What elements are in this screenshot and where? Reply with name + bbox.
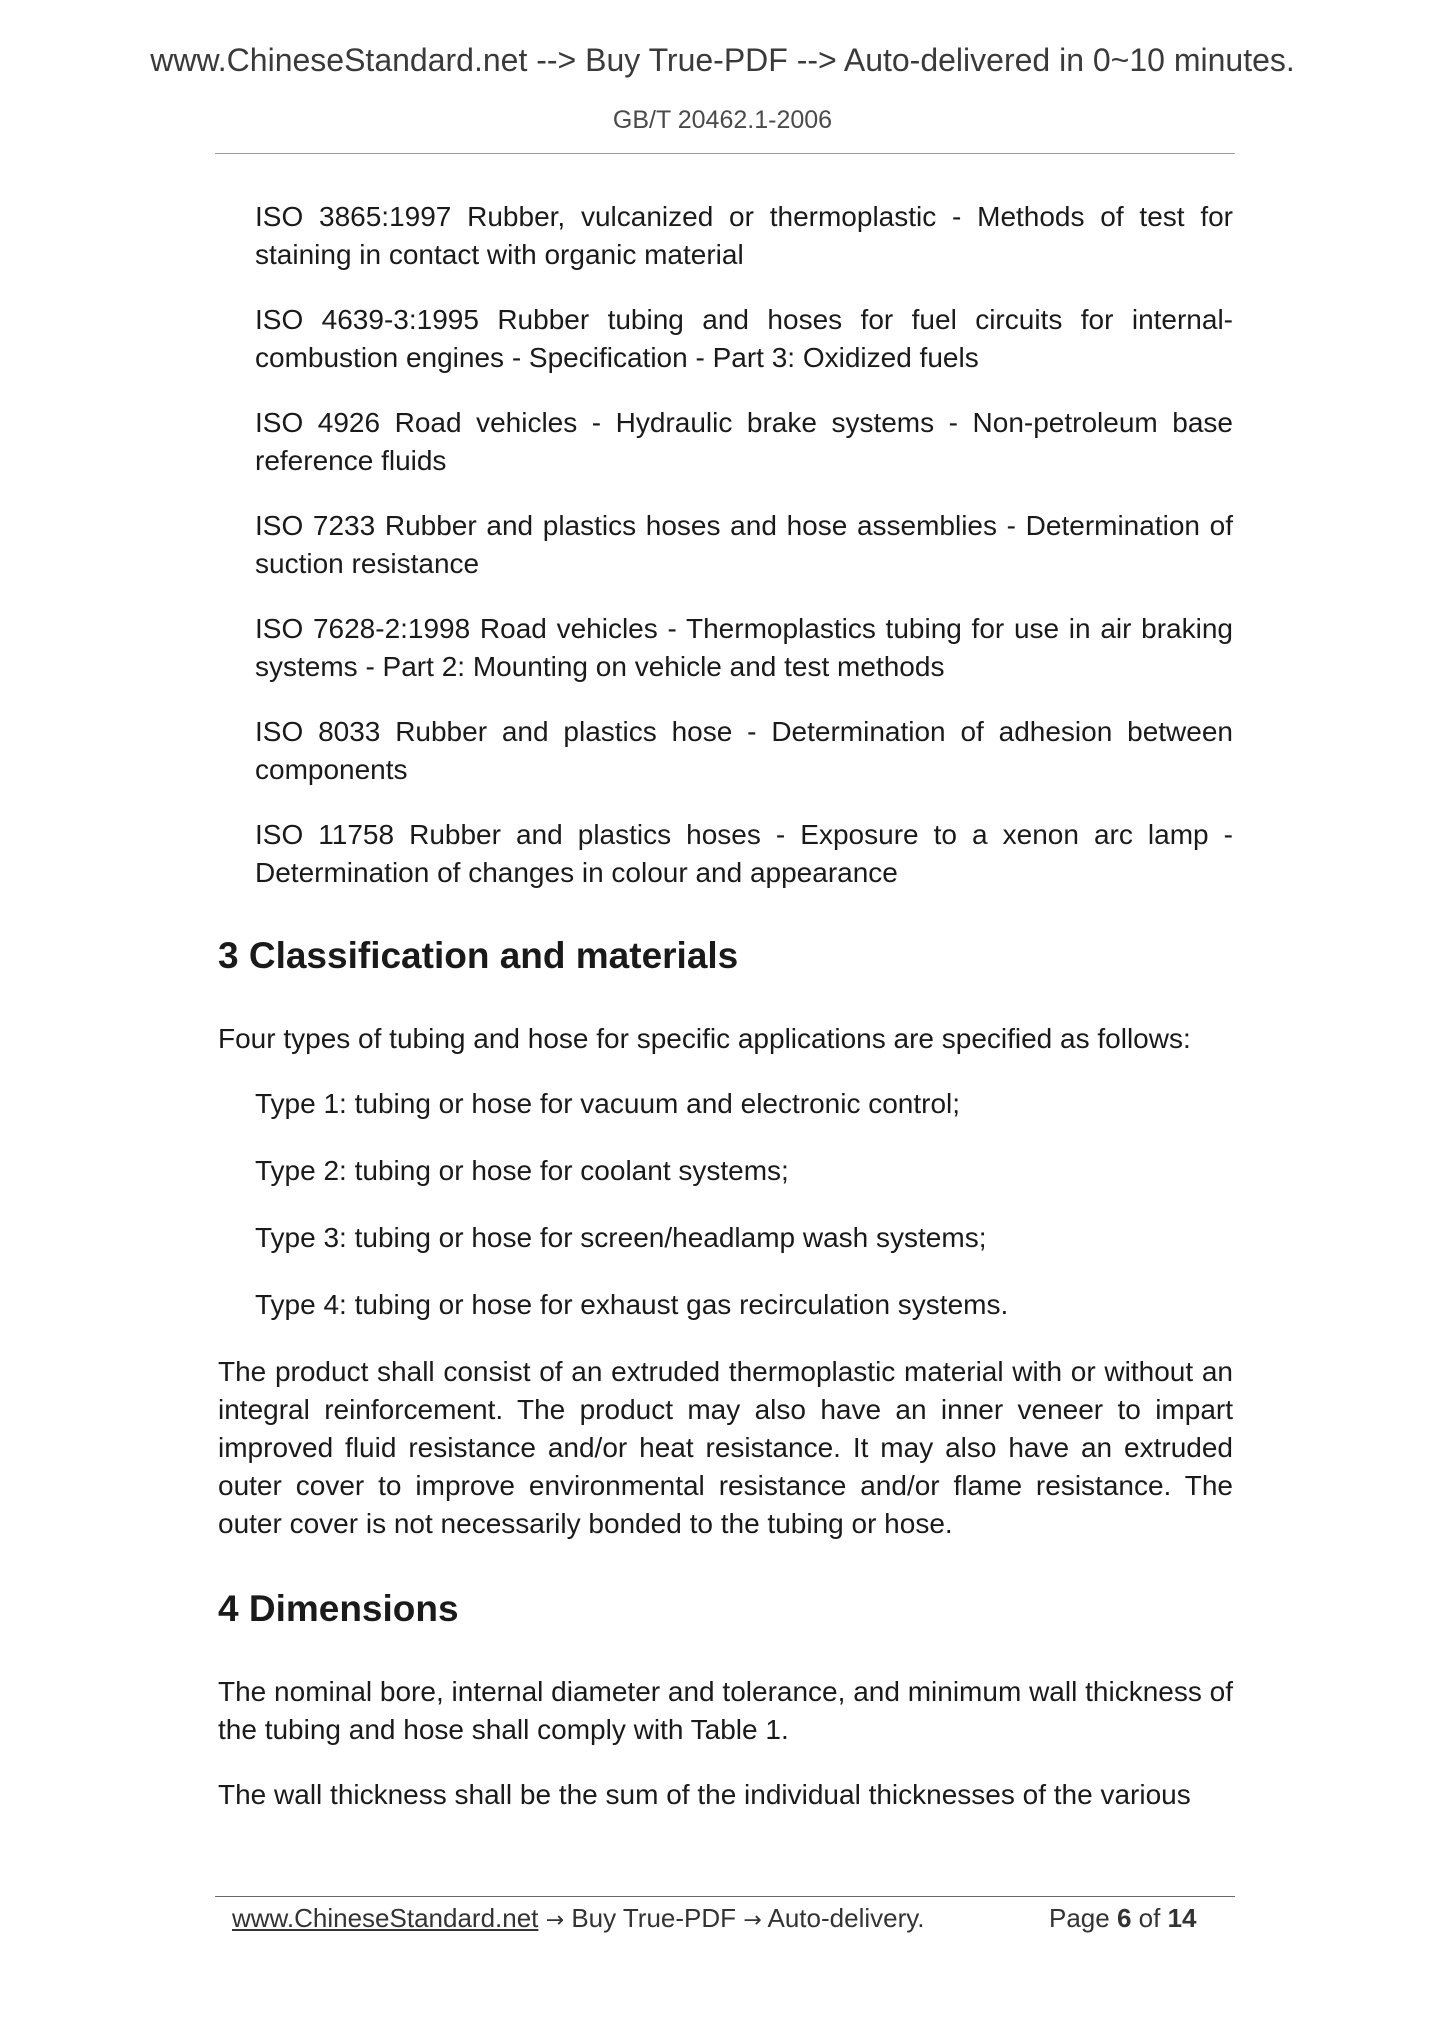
footer-site-link[interactable]: www.ChineseStandard.net [232,1903,539,1933]
page-indicator [1049,1903,1197,1934]
type-item: Type 2: tubing or hose for coolant systems; [255,1155,789,1186]
page-body [218,198,1233,1841]
footer-promo [232,1903,925,1934]
header-divider [215,153,1235,154]
section-4-para-1: The nominal bore, internal diameter and tolerance, and minimum wall thickness of the tubing and hose shall comply with Table 1. [218,1676,1233,1745]
section-4-heading: 4 Dimensions [218,1588,459,1629]
standard-number: GB/T 20462.1-2006 [612,106,833,134]
reference-item: ISO 7628-2:1998 Road vehicles - Thermoplastics tubing for use in air braking systems - Part 2: Mounting on vehicle and test methods [255,613,1233,682]
arrow-right-icon: → [743,1908,762,1933]
section-4-para-2: The wall thickness shall be the sum of the individual thicknesses of the various [218,1779,1191,1810]
reference-item: ISO 11758 Rubber and plastics hoses - Exposure to a xenon arc lamp - Determination of changes in colour and appearance [255,819,1233,888]
footer-buy-text: Buy True-PDF [571,1903,737,1933]
arrow-right-icon: → [545,1908,565,1933]
total-pages-number: 14 [1167,1903,1197,1933]
section-3-intro: Four types of tubing and hose for specific applications are specified as follows: [218,1023,1191,1054]
current-page-number: 6 [1116,1903,1132,1933]
section-3-body: The product shall consist of an extruded thermoplastic material with or without an integral reinforcement. The product may also have an inner veneer to impart improved fluid resistance and/or heat resistance. It may also have an extruded outer cover to improve environmental resistance and/or flame resistance. The outer cover is not necessarily bonded to the tubing or hose. [218,1356,1233,1539]
type-item: Type 3: tubing or hose for screen/headlamp wash systems; [255,1222,987,1253]
of-label: of [1138,1903,1161,1933]
page-label: Page [1049,1903,1110,1933]
reference-item: ISO 3865:1997 Rubber, vulcanized or thermoplastic - Methods of test for staining in contact with organic material [255,201,1233,270]
promo-banner: www.ChineseStandard.net --> Buy True-PDF --> Auto-delivered in 0~10 minutes. [150,42,1295,78]
type-item: Type 1: tubing or hose for vacuum and electronic control; [255,1088,961,1119]
reference-item: ISO 4926 Road vehicles - Hydraulic brake systems - Non-petroleum base reference fluids [255,407,1233,476]
footer-divider [215,1896,1235,1897]
reference-item: ISO 8033 Rubber and plastics hose - Determination of adhesion between components [255,716,1233,785]
section-3-heading: 3 Classification and materials [218,935,739,976]
reference-item: ISO 4639-3:1995 Rubber tubing and hoses for fuel circuits for internal-combustion engines - Specification - Part 3: Oxidized fuels [255,304,1233,373]
type-item: Type 4: tubing or hose for exhaust gas recirculation systems. [255,1289,1009,1320]
reference-item: ISO 7233 Rubber and plastics hoses and hose assemblies - Determination of suction resistance [255,510,1233,579]
footer-delivery-text: Auto-delivery. [767,1903,925,1933]
